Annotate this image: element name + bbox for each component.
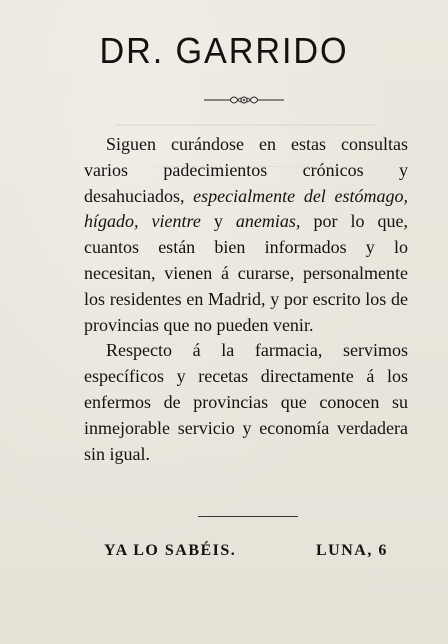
ornament-divider-icon [204, 92, 284, 108]
body-text [84, 132, 408, 467]
paragraph-consultas: Siguen curándose en estas consultas varios padecimientos crónicos y desahuciados, especialmente del estómago, hígado, vientre y anemias, por lo que, cuantos están bien informados y lo necesitan, vienen á curarse, personalmente los residentes en Madrid, y por escrito los de provincias que no pueden venir. [84, 134, 409, 335]
italic-emphasis: especialmente del estómago, hígado, vientre [84, 185, 409, 232]
paragraph-farmacia: Respecto á la farmacia, servimos específicos y recetas directamente á los enfermos de provincias que conocen su inmejorable servicio y economía verdadera sin igual. [84, 340, 408, 464]
italic-emphasis: anemias, [235, 211, 301, 232]
footer-slogan: YA LO SABÉIS. [104, 542, 237, 559]
page-title: DR. GARRIDO [99, 30, 349, 71]
footer-divider [198, 516, 298, 517]
footer-address: LUNA, 6 [316, 542, 388, 559]
